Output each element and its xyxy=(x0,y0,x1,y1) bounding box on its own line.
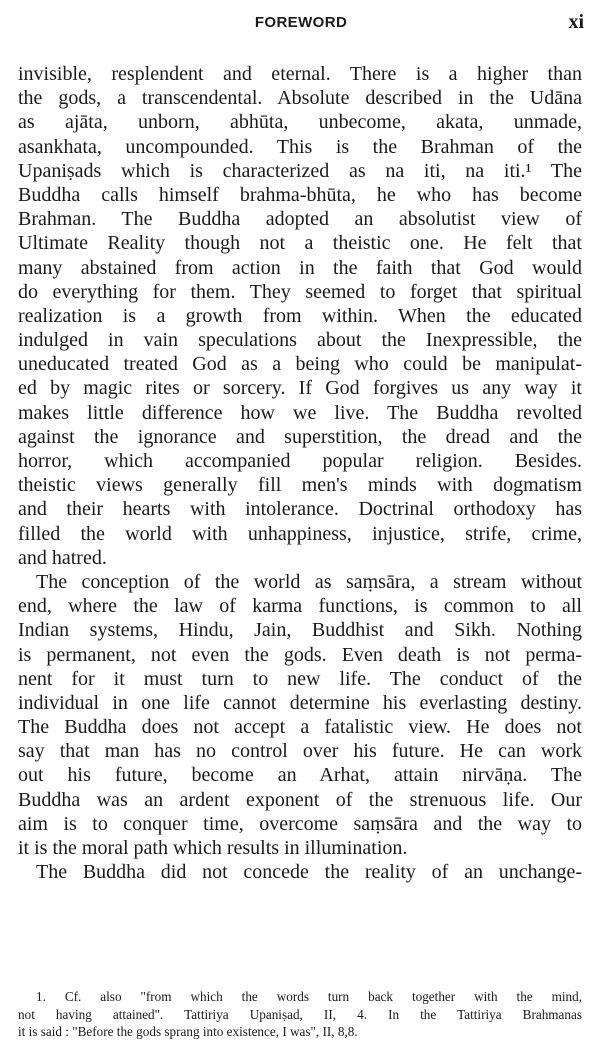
running-head xyxy=(18,11,584,40)
text-line: The Buddha did not concede the reality of an unchange- xyxy=(36,861,582,884)
text-line: The conception of the world as saṃsāra, a stream without xyxy=(36,570,582,593)
text-line: individual in one life cannot determine his everlasting destiny. xyxy=(18,691,582,714)
text-line: The Buddha does not accept a fatalistic view. He does not xyxy=(18,716,582,739)
text-line: horror, which accompanied popular religion. Besides. xyxy=(18,450,582,472)
text-line: nent for it must turn to new life. The conduct of the xyxy=(18,667,582,690)
text-line: the gods, a transcendental. Absolute described in the Udāna xyxy=(18,87,582,110)
text-line: end, where the law of karma functions, is common to all xyxy=(18,595,582,618)
text-line: against the ignorance and superstition, the dread and the xyxy=(18,425,582,448)
text-line: filled the world with unhappiness, injustice, strife, crime, xyxy=(18,522,582,545)
text-line: it is the moral path which results in illumination. xyxy=(18,837,408,859)
chapter-title: FOREWORD xyxy=(254,14,348,31)
text-line: is permanent, not even the gods. Even death is not perma- xyxy=(18,643,582,666)
text-line: Buddha was an ardent exponent of the strenuous life. Our xyxy=(18,788,582,811)
paragraph-2 xyxy=(18,570,582,860)
text-line: realization is a growth from within. When the educated xyxy=(18,304,582,327)
footnote-line: 1. Cf. also "from which the words turn back together with the mind, xyxy=(36,989,582,1004)
text-line: Indian systems, Hindu, Jain, Buddhist and Sikh. Nothing xyxy=(18,619,582,642)
footnote-line: not having attained". Tattiriya Upaniṣad, II, 4. In the Tattiriya Brahmanas xyxy=(18,1006,582,1022)
text-line: indulged in vain speculations about the Inexpressible, the xyxy=(18,329,582,352)
text-line: makes little difference how we live. The Buddha revolted xyxy=(18,401,582,424)
footnote-line: it is said : "Before the gods sprang into existence, I was", II, 8,8. xyxy=(18,1024,358,1039)
paragraph-3 xyxy=(18,860,582,884)
text-line: and their hearts with intolerance. Doctrinal orthodoxy has xyxy=(18,498,582,521)
paragraph-1 xyxy=(18,62,582,570)
text-line: do everything for them. They seemed to forget that spiritual xyxy=(18,280,582,303)
text-line: many abstained from action in the faith that God would xyxy=(18,256,582,279)
text-line: asankhata, uncompounded. This is the Brahman of the xyxy=(18,135,582,158)
text-line: out his future, become an Arhat, attain nirvāṇa. The xyxy=(18,764,582,787)
text-line: aim is to conquer time, overcome saṃsāra and the way to xyxy=(18,812,582,835)
text-line: and hatred. xyxy=(18,546,107,569)
text-line: say that man has no control over his future. He can work xyxy=(18,740,582,763)
text-line: Buddha calls himself brahma-bhūta, he who has become xyxy=(18,183,582,206)
text-line: Ultimate Reality though not a theistic one. He felt that xyxy=(18,232,582,255)
text-line: uneducated treated God as a being who could be manipulat- xyxy=(18,353,582,376)
text-line: ed by magic rites or sorcery. If God forgives us any way it xyxy=(18,377,582,400)
page-number: xi xyxy=(568,11,584,33)
text-line: theistic views generally fill men's minds with dogmatism xyxy=(18,474,582,497)
text-line: Brahman. The Buddha adopted an absolutist view of xyxy=(18,208,582,231)
footnotes xyxy=(18,988,582,1041)
text-line: Upaniṣads which is characterized as na iti, na iti.¹ The xyxy=(18,159,582,182)
body-text xyxy=(18,62,582,884)
text-line: as ajāta, unborn, abhūta, unbecome, akata, unmade, xyxy=(18,111,582,134)
text-line: invisible, resplendent and eternal. There is a higher than xyxy=(18,63,582,85)
